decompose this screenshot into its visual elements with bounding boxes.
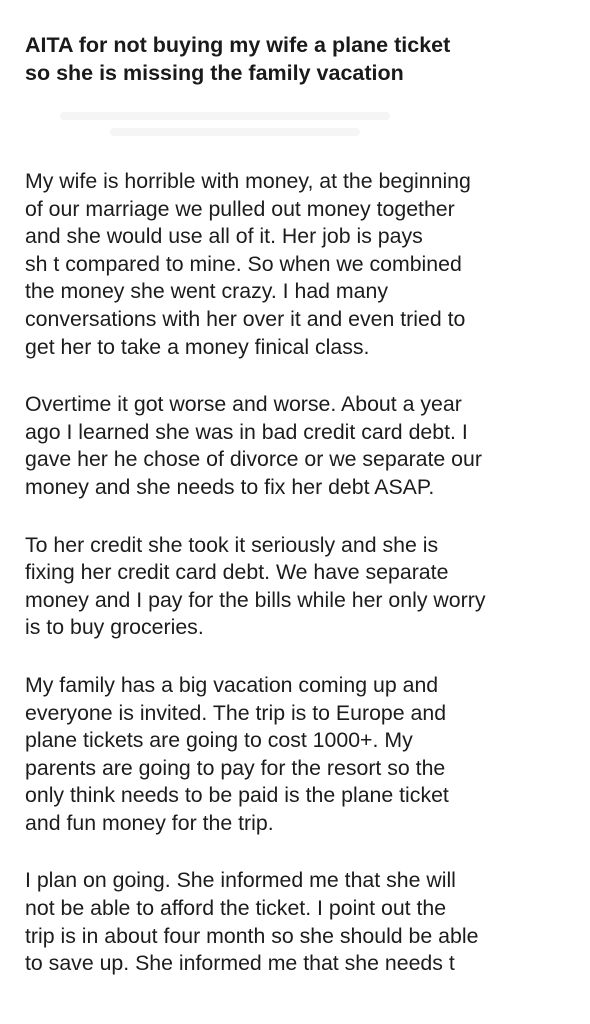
post-paragraph: I plan on going. She informed me that she will not be able to afford the ticket. I point out the trip is in about four month so she should be able to save up. She informed me that she needs t [25,868,479,976]
faded-divider [60,112,390,120]
post-body [25,168,580,1008]
post-paragraph: To her credit she took it seriously and she is fixing her credit card debt. We have separate money and I pay for the bills while her only worry is to buy groceries. [25,532,486,640]
post-paragraph: Overtime it got worse and worse. About a year ago I learned she was in bad credit card debt. I gave her he chose of divorce or we separate our money and she needs to fix her debt ASAP. [25,392,482,499]
post-title: AITA for not buying my wife a plane ticket so she is missing the family vacation [25,33,451,85]
post-paragraph: My family has a big vacation coming up and everyone is invited. The trip is to Europe and plane tickets are going to cost 1000+. My parents are going to pay for the resort so the only think needs to be paid is the plane ticket and fun money for the trip. [25,672,449,835]
faded-divider [110,128,360,136]
post-paragraph: My wife is horrible with money, at the beginning of our marriage we pulled out money together and she would use all of it. Her job is pays sh t compared to mine. So when we combined the money she went crazy. I had many conversations with her over it and even tried to get her to take a money finical class. [25,169,471,359]
